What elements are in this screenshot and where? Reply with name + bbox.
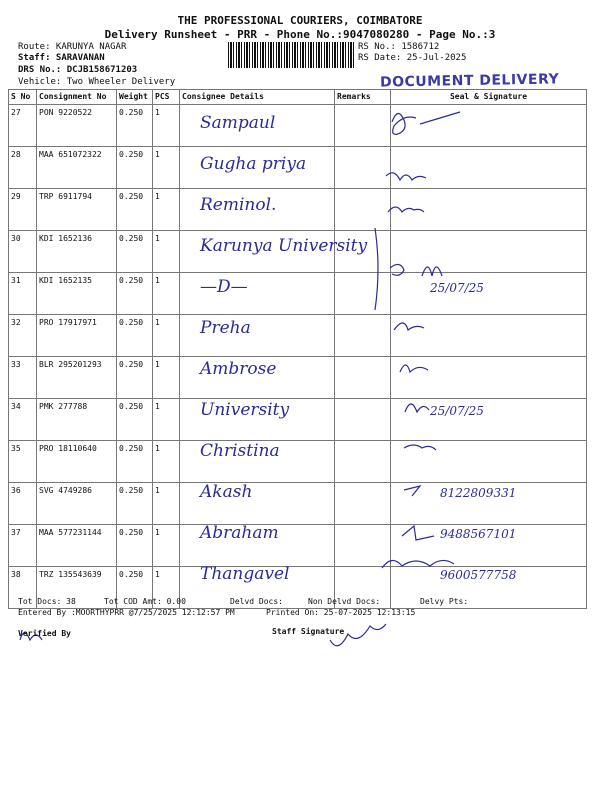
consignment-cell: PRO 17917971 xyxy=(37,315,117,357)
pcs-cell: 1 xyxy=(153,399,180,441)
weight-cell: 0.250 xyxy=(117,315,153,357)
consignment-cell: BLR 295201293 xyxy=(37,357,117,399)
drs-number: DRS No.: DCJB158671203 xyxy=(18,65,138,75)
consignment-cell: PRO 18110640 xyxy=(37,441,117,483)
pcs-cell: 1 xyxy=(153,273,180,315)
consignment-cell: TRZ 135543639 xyxy=(37,567,117,609)
sno-cell: 34 xyxy=(9,399,37,441)
handwritten-seal-note: 25/07/25 xyxy=(430,281,484,295)
consignment-cell: SVG 4749286 xyxy=(37,483,117,525)
handwritten-consignee: Sampaul xyxy=(200,113,276,133)
staff-label: Staff: SARAVANAN xyxy=(18,53,105,63)
handwritten-seal-note: 9600577758 xyxy=(440,568,517,582)
delivery-points: Delvy Pts: xyxy=(420,597,469,606)
handwritten-consignee: University xyxy=(200,400,290,420)
consignment-cell: KDI 1652136 xyxy=(37,231,117,273)
sno-cell: 30 xyxy=(9,231,37,273)
sno-cell: 31 xyxy=(9,273,37,315)
consignment-cell: PMK 277788 xyxy=(37,399,117,441)
route-label: Route: KARUNYA NAGAR xyxy=(18,42,127,52)
entered-by: Entered By :MOORTHYPRR @7/25/2025 12:12:57 PM xyxy=(18,608,235,617)
rs-number: RS No.: 1586712 xyxy=(358,42,440,52)
handwritten-consignee: Karunya University xyxy=(200,236,368,256)
weight-cell: 0.250 xyxy=(117,105,153,147)
weight-cell: 0.250 xyxy=(117,483,153,525)
document-delivery-stamp: DOCUMENT DELIVERY xyxy=(379,71,560,91)
consignment-cell: TRP 6911794 xyxy=(37,189,117,231)
sno-cell: 37 xyxy=(9,525,37,567)
pcs-cell: 1 xyxy=(153,357,180,399)
sno-cell: 35 xyxy=(9,441,37,483)
pcs-cell: 1 xyxy=(153,525,180,567)
handwritten-consignee: Christina xyxy=(200,441,280,461)
pcs-cell: 1 xyxy=(153,483,180,525)
consignment-cell: MAA 651072322 xyxy=(37,147,117,189)
sno-cell: 36 xyxy=(9,483,37,525)
weight-cell: 0.250 xyxy=(117,567,153,609)
pcs-cell: 1 xyxy=(153,315,180,357)
handwritten-consignee: Ambrose xyxy=(200,359,277,379)
handwritten-consignee: Thangavel xyxy=(200,564,290,584)
printed-on: Printed On: 25-07-2025 12:13:15 xyxy=(266,608,416,617)
company-title: THE PROFESSIONAL COURIERS, COIMBATORE xyxy=(177,14,423,27)
handwritten-seal-note: 25/07/25 xyxy=(430,404,484,418)
handwritten-consignee: Gugha priya xyxy=(200,154,307,174)
weight-cell: 0.250 xyxy=(117,273,153,315)
pcs-cell: 1 xyxy=(153,189,180,231)
sno-cell: 32 xyxy=(9,315,37,357)
weight-cell: 0.250 xyxy=(117,399,153,441)
consignment-cell: MAA 577231144 xyxy=(37,525,117,567)
weight-cell: 0.250 xyxy=(117,231,153,273)
col-remarks: Remarks xyxy=(335,90,391,105)
handwritten-consignee: Reminol. xyxy=(200,195,277,215)
handwritten-consignee: Preha xyxy=(200,318,251,338)
weight-cell: 0.250 xyxy=(117,525,153,567)
weight-cell: 0.250 xyxy=(117,357,153,399)
rs-date: RS Date: 25-Jul-2025 xyxy=(358,53,467,63)
col-weight: Weight xyxy=(117,90,153,105)
handwritten-consignee: Akash xyxy=(200,482,253,502)
weight-cell: 0.250 xyxy=(117,441,153,483)
handwritten-consignee: —D— xyxy=(200,277,248,297)
col-seal: Seal & Signature xyxy=(391,90,587,105)
total-cod: Tot COD Amt: 0.00 xyxy=(104,597,186,606)
col-sno: S No xyxy=(9,90,37,105)
col-pcs: PCS xyxy=(153,90,180,105)
pcs-cell: 1 xyxy=(153,441,180,483)
col-consignment: Consignment No xyxy=(37,90,117,105)
verified-by: Verified By xyxy=(18,629,71,638)
pcs-cell: 1 xyxy=(153,567,180,609)
vehicle-label: Vehicle: Two Wheeler Delivery xyxy=(18,77,176,87)
weight-cell: 0.250 xyxy=(117,189,153,231)
staff-signature: Staff Signature xyxy=(272,627,345,636)
total-docs: Tot Docs: 38 xyxy=(18,597,76,606)
consignment-cell: KDI 1652135 xyxy=(37,273,117,315)
sno-cell: 27 xyxy=(9,105,37,147)
handwritten-seal-note: 8122809331 xyxy=(440,486,517,500)
consignment-cell: PON 9220522 xyxy=(37,105,117,147)
pcs-cell: 1 xyxy=(153,147,180,189)
sno-cell: 38 xyxy=(9,567,37,609)
col-consignee: Consignee Details xyxy=(180,90,335,105)
runsheet-subtitle: Delivery Runsheet - PRR - Phone No.:9047080280 - Page No.:3 xyxy=(104,28,496,41)
pcs-cell: 1 xyxy=(153,105,180,147)
non-delivered-docs: Non Delvd Docs: xyxy=(308,597,381,606)
handwritten-seal-note: 9488567101 xyxy=(440,527,517,541)
handwritten-consignee: Abraham xyxy=(200,523,279,543)
delivered-docs: Delvd Docs: xyxy=(230,597,283,606)
sno-cell: 29 xyxy=(9,189,37,231)
sno-cell: 33 xyxy=(9,357,37,399)
sno-cell: 28 xyxy=(9,147,37,189)
weight-cell: 0.250 xyxy=(117,147,153,189)
pcs-cell: 1 xyxy=(153,231,180,273)
